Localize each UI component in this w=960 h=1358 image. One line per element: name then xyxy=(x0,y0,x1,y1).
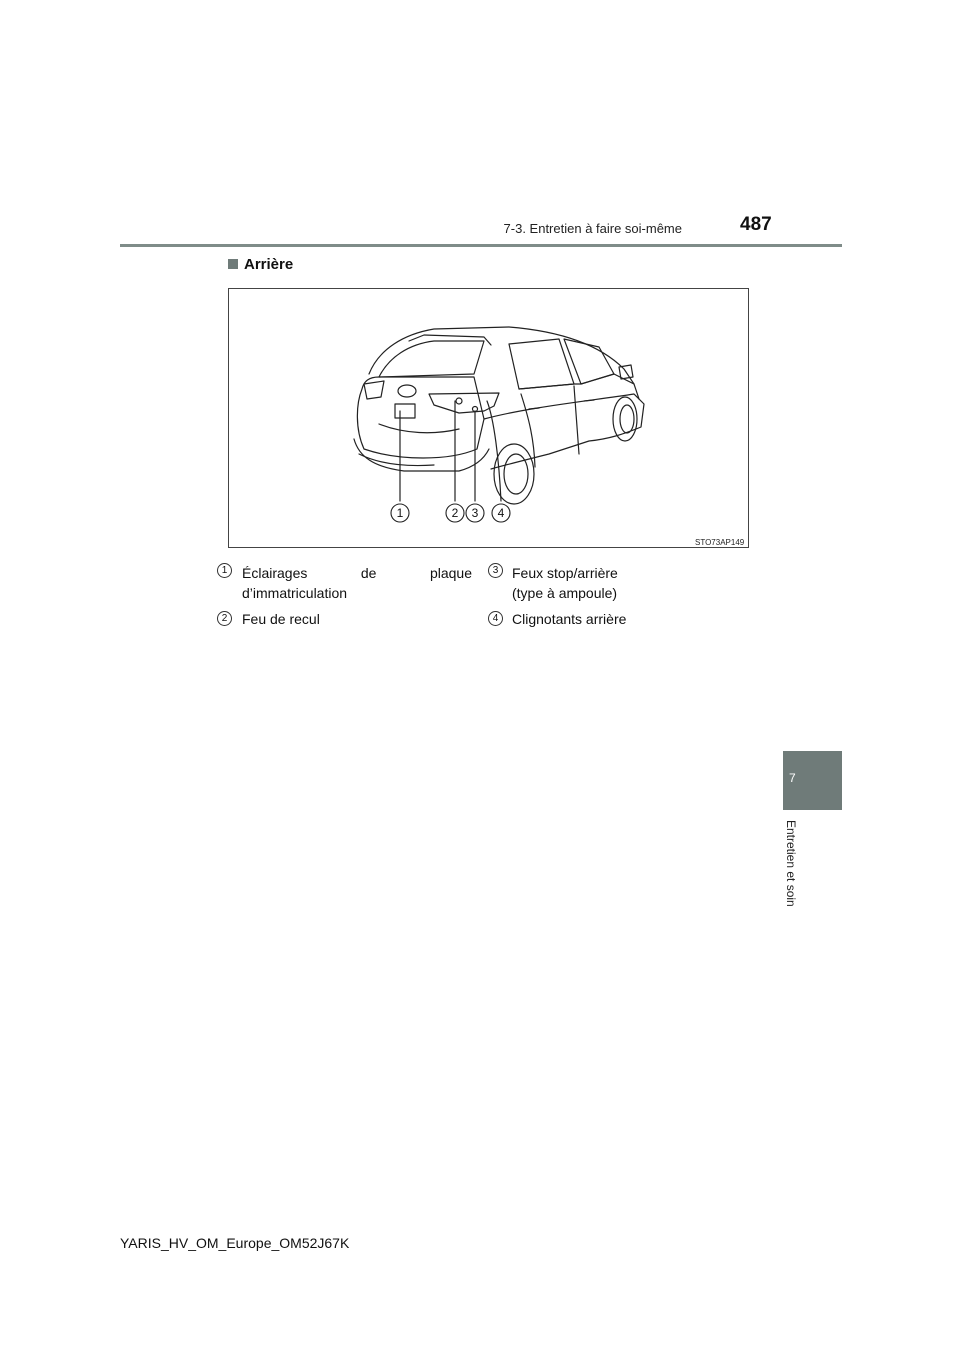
legend-1-word-a: Éclairages xyxy=(242,565,308,581)
figure-code: STO73AP149 xyxy=(695,538,745,547)
callout-2-label: 2 xyxy=(451,506,459,520)
legend-text-1 xyxy=(242,563,472,603)
callout-3-label: 3 xyxy=(471,506,479,520)
rear-lights-figure xyxy=(228,288,749,548)
legend-number-4: 4 xyxy=(488,611,503,626)
header-section-title: 7-3. Entretien à faire soi-même xyxy=(503,221,682,236)
header-rule xyxy=(120,244,842,247)
chapter-label-text: Entretien et soin xyxy=(784,820,798,907)
legend-1-word-b: de xyxy=(360,565,377,581)
legend-text-4: Clignotants arrière xyxy=(512,611,627,627)
legend-text-3 xyxy=(512,563,618,603)
chapter-label xyxy=(782,820,802,915)
footer-document-id: YARIS_HV_OM_Europe_OM52J67K xyxy=(120,1235,350,1251)
callout-1-label: 1 xyxy=(396,506,404,520)
section-heading xyxy=(228,256,293,273)
section-heading-text: Arrière xyxy=(244,256,294,273)
page-number: 487 xyxy=(740,214,772,235)
legend-number-2: 2 xyxy=(217,611,232,626)
legend-1-word-c: plaque xyxy=(429,565,472,581)
legend-3-line1: Feux stop/arrière xyxy=(512,565,618,581)
legend-1-line1-row xyxy=(242,563,472,583)
legend-number-3: 3 xyxy=(488,563,503,578)
chapter-number: 7 xyxy=(789,771,796,785)
legend-text-2: Feu de recul xyxy=(242,611,320,627)
callout-4-label: 4 xyxy=(497,506,505,520)
legend-3-line2: (type à ampoule) xyxy=(512,585,618,601)
square-bullet-icon xyxy=(228,259,238,269)
legend-number-1: 1 xyxy=(217,563,232,578)
car-rear-illustration xyxy=(229,289,748,547)
legend-1-line2: d’immatriculation xyxy=(242,585,348,601)
